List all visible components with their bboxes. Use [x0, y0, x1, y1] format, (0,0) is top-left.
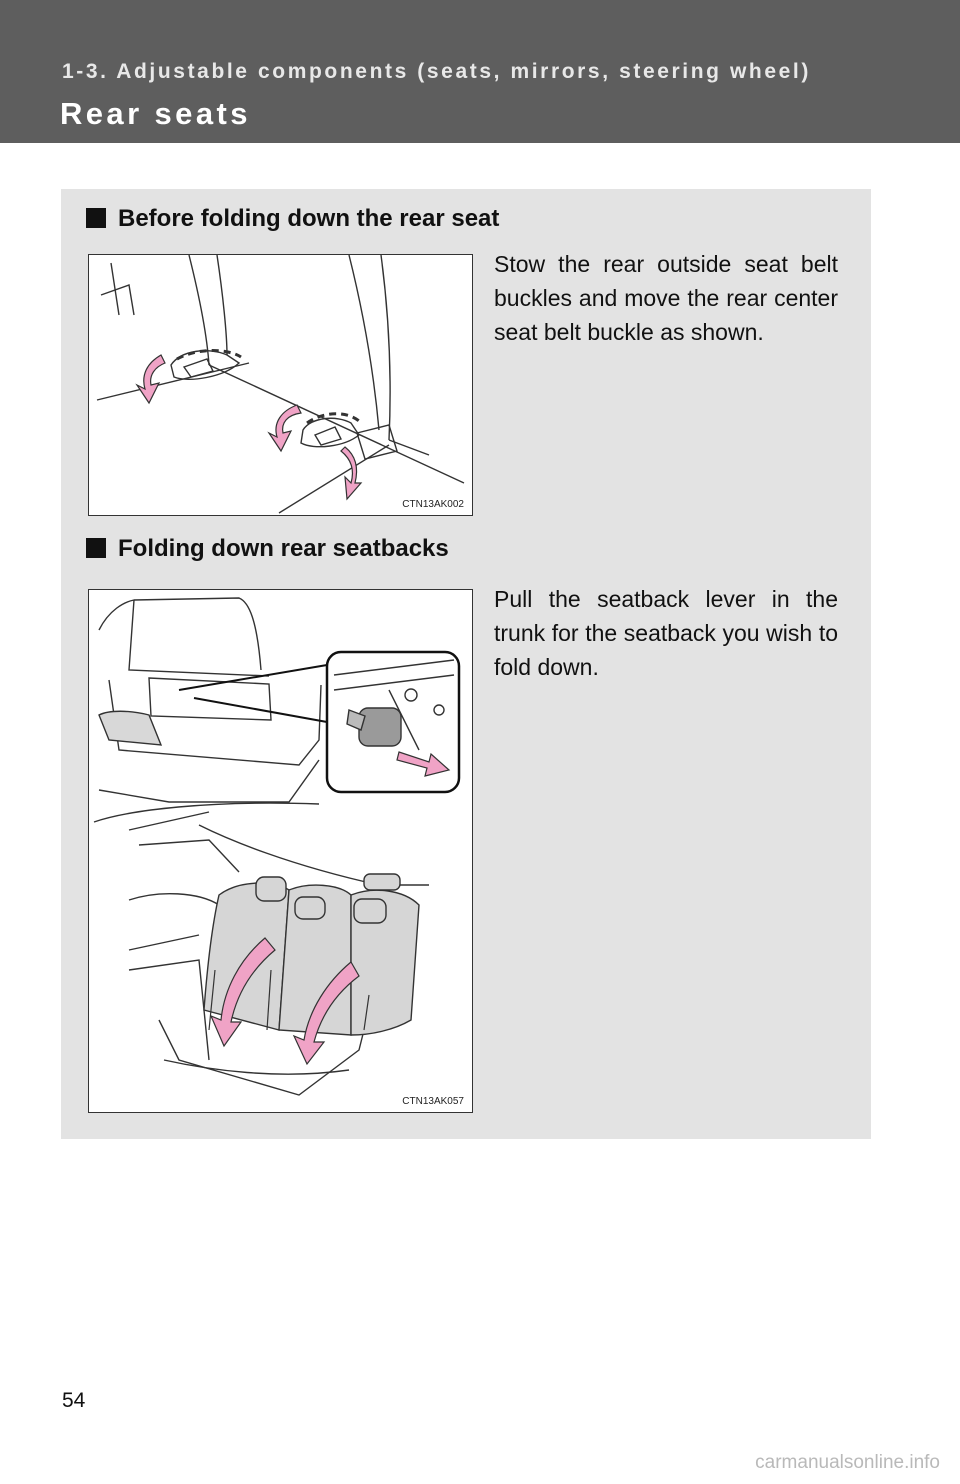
square-bullet-icon [86, 208, 106, 228]
folding-seatbacks-illustration [89, 590, 472, 1112]
instruction-text-before-folding: Stow the rear outside seat belt buckles and move the rear center seat belt buckle as shown. [494, 251, 838, 345]
seat-belt-buckles-illustration [89, 255, 472, 515]
watermark: carmanualsonline.info [755, 1452, 940, 1473]
page-header [0, 0, 960, 143]
section-heading-before-folding [86, 205, 499, 233]
page-number: 54 [62, 1389, 86, 1412]
figure-folding-seatbacks [88, 589, 473, 1113]
square-bullet-icon [86, 538, 106, 558]
section-heading-text: Before folding down the rear seat [118, 205, 500, 232]
section-label: 1-3. Adjustable components (seats, mirrors, steering wheel) [62, 60, 811, 83]
page-title: Rear seats [60, 96, 251, 131]
figure-code: CTN13AK057 [402, 1096, 464, 1107]
figure-seat-belt-buckles [88, 254, 473, 516]
section-heading-folding-seatbacks [86, 535, 449, 563]
section-heading-text: Folding down rear seatbacks [118, 535, 449, 562]
content-panel [61, 189, 871, 1139]
figure-code: CTN13AK002 [402, 499, 464, 510]
instruction-text-folding-seatbacks: Pull the seatback lever in the trunk for the seatback you wish to fold down. [494, 586, 838, 680]
